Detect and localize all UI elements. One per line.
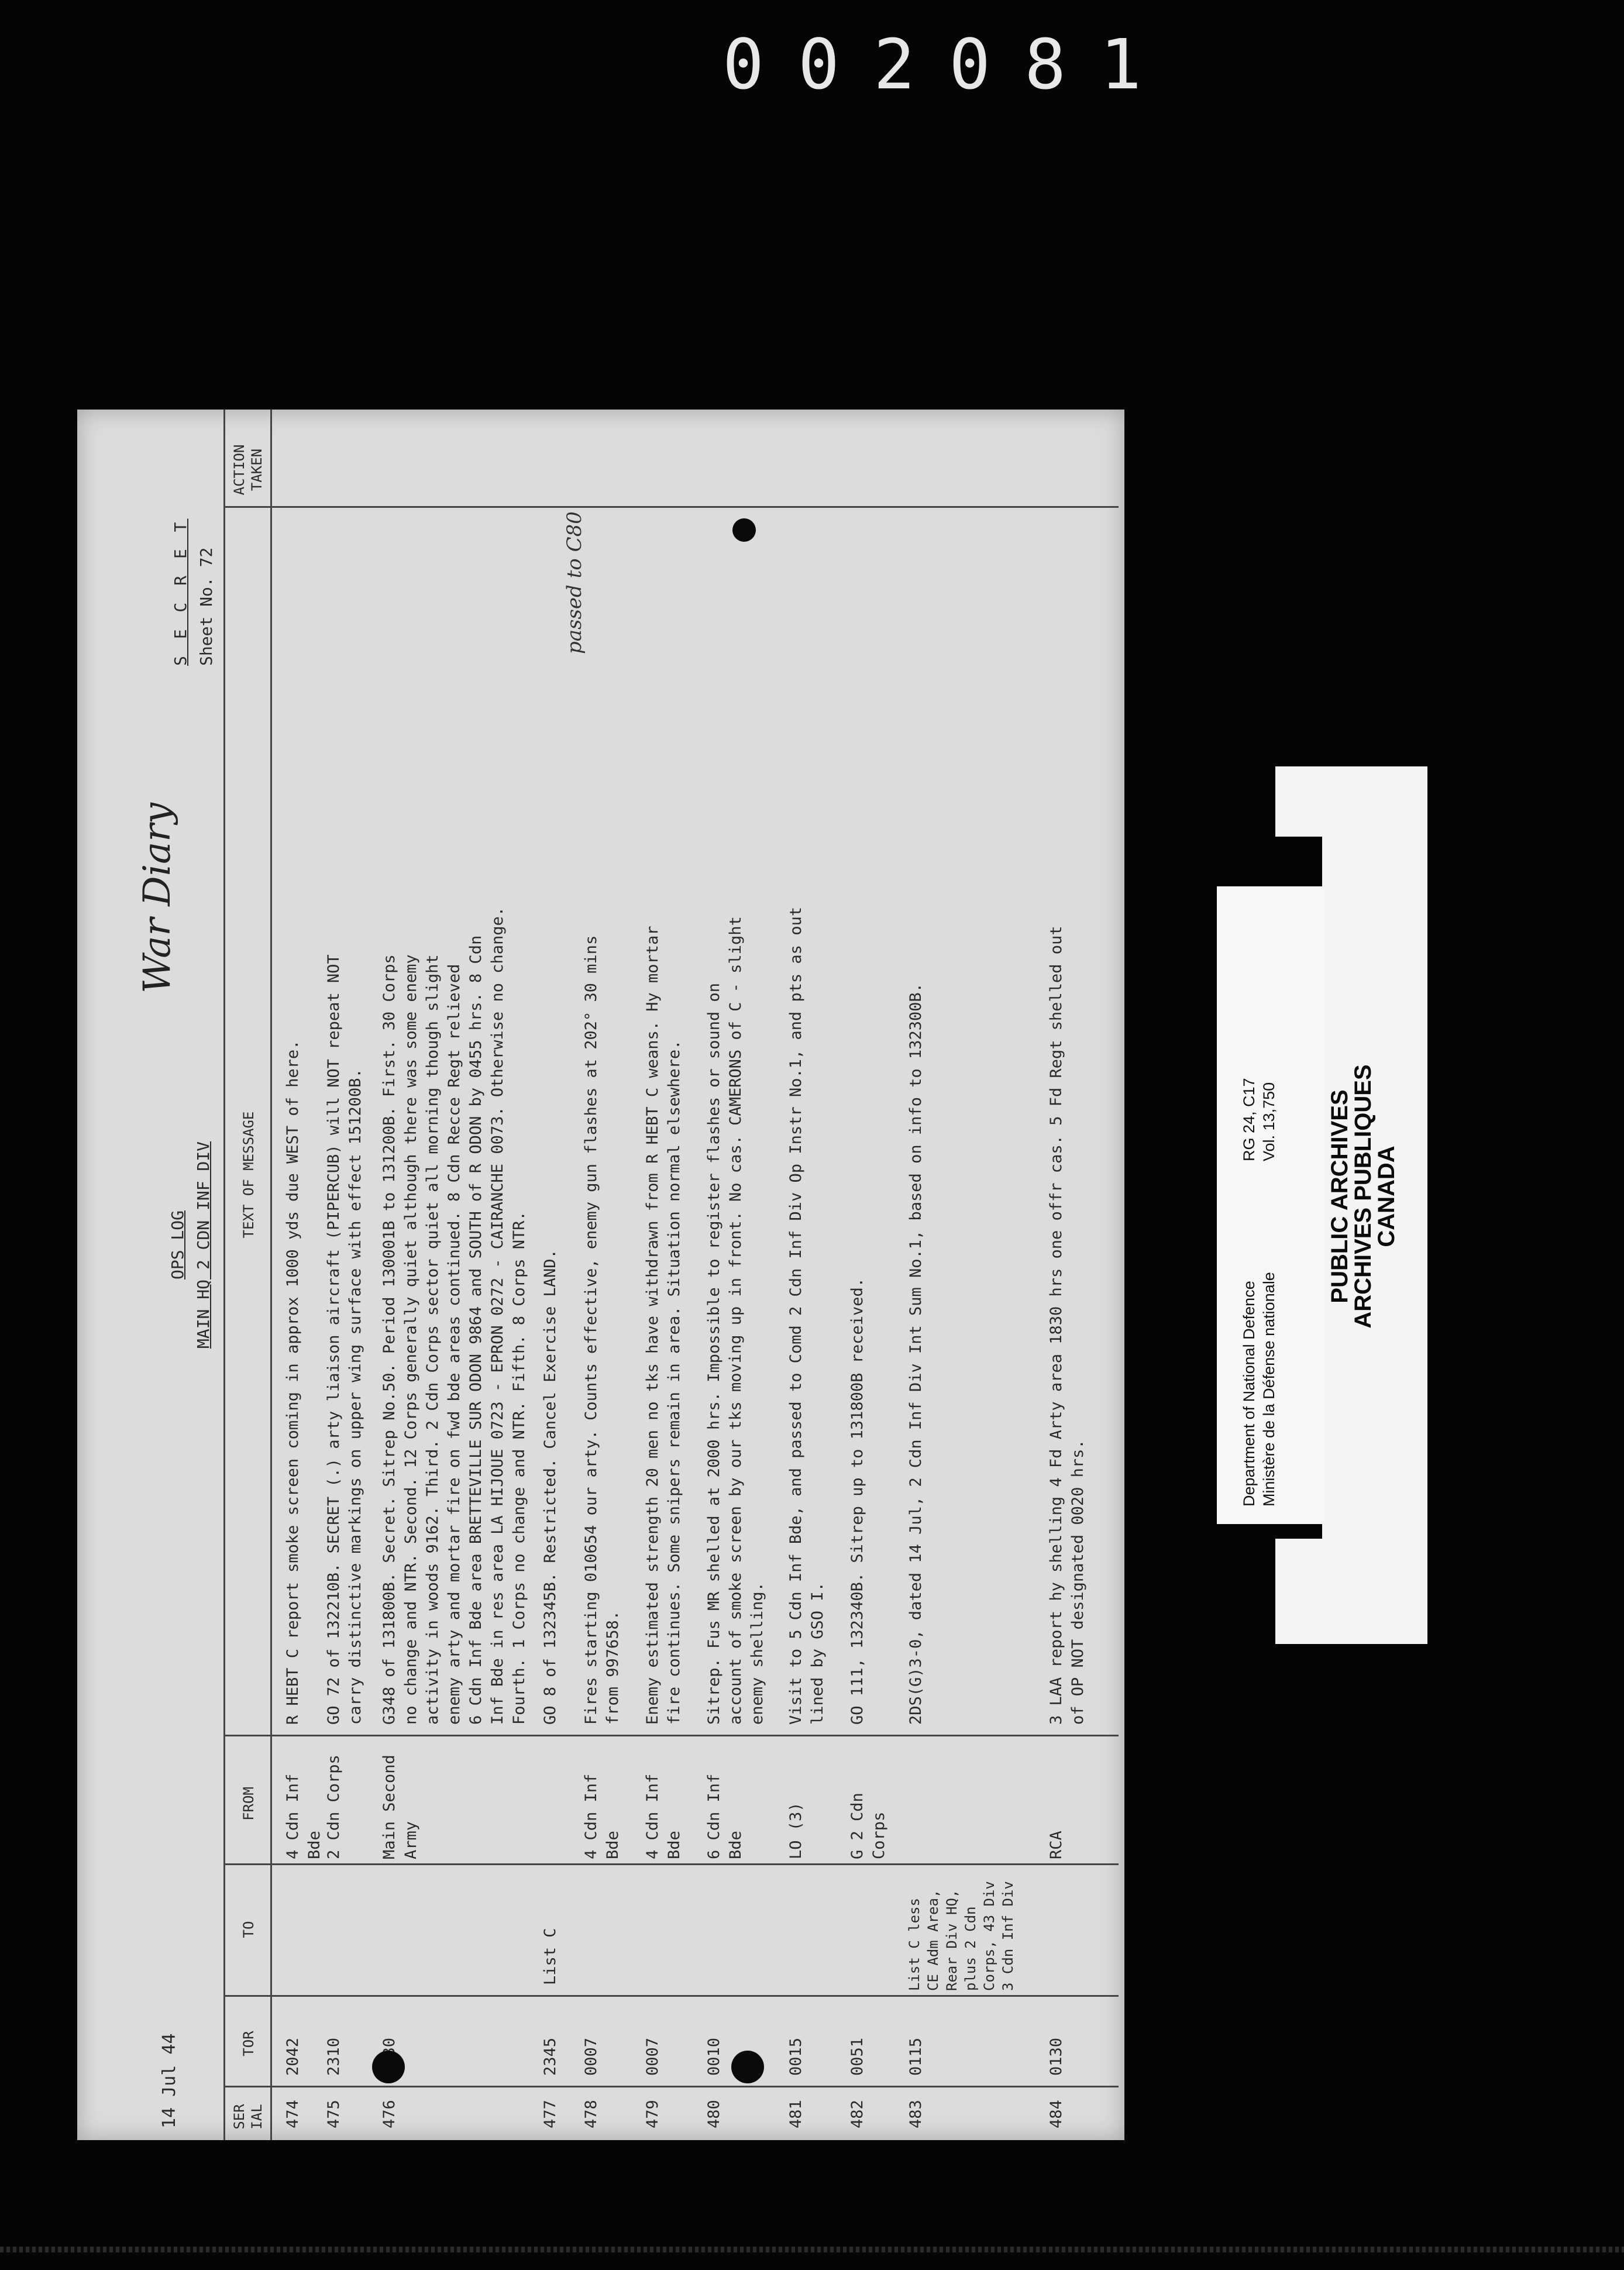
entry-text: Sitrep. Fus MR shelled at 2000 hrs. Impossible to register flashes or sound on account of smoke screen by our tks moving up in front. No cas. CAMERONS of C - slight enemy shelling. (705, 916, 766, 1725)
col-rule-2 (223, 1995, 1119, 1997)
archive-name-en: PUBLIC ARCHIVES (1327, 1089, 1353, 1303)
entry-text: GO 72 of 132210B. SECRET (.) arty liaison aircraft (PIPERCUB) will NOT repeat NOT carry distinctive markings on upper wing surface with effect 151200B. (325, 954, 364, 1725)
entry-from: 4 Cdn Inf Bde (644, 1773, 683, 1859)
col-rule-4 (223, 1735, 1119, 1736)
entry-serial: 484 (1047, 2100, 1065, 2128)
entry-from: 4 Cdn Inf Bde (284, 1773, 324, 1859)
col-rule-1 (223, 2086, 1119, 2087)
entry-text: 2DS(G)3-0, dated 14 Jul, 2 Cdn Inf Div Int Sum No.1, based on info to 132300B. (907, 983, 925, 1725)
entry-text: Fires starting 010654 our arty. Counts effective, enemy gun flashes at 202° 30 mins from 997658. (582, 935, 622, 1725)
entry-tor: 0051 (848, 2037, 866, 2076)
record-group: RG 24, C17 (1240, 1078, 1258, 1161)
entry-from: RCA (1047, 1831, 1065, 1859)
entry-serial: 477 (541, 2100, 559, 2128)
entry-serial: 474 (284, 2100, 302, 2128)
entry-from: 2 Cdn Corps (325, 1755, 343, 1859)
film-edge-strip (0, 2247, 1624, 2252)
entry-tor: 2042 (284, 2037, 302, 2076)
entry-tor: 0130 (1047, 2037, 1065, 2076)
ops-log-sheet (77, 410, 1124, 2140)
entry-serial: 476 (380, 2100, 398, 2128)
entry-from: 6 Cdn Inf Bde (705, 1773, 745, 1859)
ops-log-content (77, 410, 1124, 2140)
log-title-line-1: OPS LOG (168, 1210, 187, 1280)
archive-name-fr: ARCHIVES PUBLIQUES (1350, 1064, 1376, 1329)
archive-reference (1239, 986, 1279, 1161)
volume-number: Vol. 13,750 (1260, 1082, 1278, 1161)
margin-pencil-note: passed to C80 (563, 511, 586, 654)
entry-from: 4 Cdn Inf Bde (582, 1773, 622, 1859)
entry-tor: 0007 (582, 2037, 600, 2076)
entry-serial: 479 (644, 2100, 662, 2128)
entry-serial: 483 (907, 2100, 925, 2128)
entry-tor: 2345 (541, 2037, 559, 2076)
punch-hole-right (731, 2051, 764, 2083)
classification-block (168, 519, 219, 666)
entry-from: LO (3) (787, 1802, 805, 1859)
entry-from: G 2 Cdn Corps (848, 1793, 888, 1859)
entry-tor: 0007 (644, 2037, 662, 2076)
entry-to: List C less CE Adm Area, Rear Div HQ, plus 2 Cdn Corps, 43 Div 3 Cdn Inf Div (906, 1881, 1016, 1991)
entry-tor: 0015 (787, 2037, 805, 2076)
archive-institution (1328, 1062, 1398, 1331)
punch-hole-left (372, 2051, 405, 2083)
archive-department (1239, 1155, 1279, 1507)
entry-text: Enemy estimated strength 20 men no tks have withdrawn from R HEBT C weans. Hy mortar fire continues. Some snipers remain in area. Situation normal elsewhere. (644, 926, 683, 1725)
entry-serial: 481 (787, 2100, 805, 2128)
log-title (165, 1040, 216, 1450)
handwritten-war-diary-note: War Diary (136, 803, 179, 993)
archive-label-text-block (1217, 886, 1427, 1524)
entry-text: Visit to 5 Cdn Inf Bde, and passed to Comd 2 Cdn Inf Div Op Instr No.1, and pts as out lined by GSO I. (787, 907, 827, 1725)
entry-to: List C (541, 1928, 559, 1985)
col-header-from: FROM (240, 1787, 257, 1821)
entry-text: G348 of 131800B. Secret. Sitrep No.50. Period 130001B to 131200B. First. 30 Corps no change and NTR. Second. 12 Corps generally quiet although there was some enemy activity in woods 9162. Third. 2 Cdn Corps sector quiet all morning though slight enemy arty and mortar fire on fwd bde areas continued. 8 Cdn Recce Regt relieved 6 Cdn Inf Bde area BRETTEVILLE SUR ODON 9864 and SOUTH of R ODON by 0455 hrs. 8 Cdn Inf Bde in res area LA HIJOUE 0723 - EPRON 0272 - CAIRANCHE 0073. Otherwise no change. Fourth. 1 Corps no change and NTR. Fifth. 8 Corps NTR. (380, 907, 528, 1725)
header-bottom-rule (270, 410, 272, 2140)
entry-serial: 475 (325, 2100, 343, 2128)
archive-country: CANADA (1374, 1146, 1399, 1247)
punch-hole-top (732, 518, 756, 542)
sheet-number: Sheet No. 72 (197, 547, 216, 666)
department-name-en: Department of National Defence (1240, 1281, 1258, 1507)
col-header-text: TEXT OF MESSAGE (240, 1111, 257, 1239)
entry-tor: 0115 (907, 2037, 925, 2076)
entry-tor: 0010 (705, 2037, 723, 2076)
col-header-serial: SER IAL (231, 2104, 265, 2130)
entry-serial: 480 (705, 2100, 723, 2128)
entry-from: Main Second Army (380, 1755, 420, 1859)
department-name-fr: Ministère de la Défense nationale (1260, 1272, 1278, 1507)
entry-serial: 478 (582, 2100, 600, 2128)
entry-text: R HEBT C report smoke screen coming in approx 1000 yds due WEST of here. (284, 1040, 302, 1725)
entry-tor: 2310 (325, 2037, 343, 2076)
log-date: 14 Jul 44 (159, 2033, 180, 2128)
entry-text: 3 LAA report hy shelling 4 Fd Arty area 1830 hrs one offr cas. 5 Fd Regt shelled out of OP NOT designated 0020 hrs. (1047, 926, 1087, 1725)
entry-text: GO 111, 132340B. Sitrep up to 131800B received. (848, 1277, 866, 1725)
entry-text: GO 8 of 132345B. Restricted. Cancel Exercise LAND. (541, 1249, 559, 1725)
archive-label (1217, 766, 1427, 1644)
col-header-to: TO (240, 1921, 257, 1938)
col-header-tor: TOR (240, 2031, 257, 2056)
header-top-rule (223, 410, 225, 2140)
col-header-action: ACTION TAKEN (231, 444, 265, 496)
log-title-line-2: MAIN HQ 2 CDN INF DIV (194, 1141, 213, 1349)
microfilm-frame-number: 002081 (722, 24, 1176, 105)
classification-stamp: S E C R E T (171, 518, 190, 666)
col-rule-5 (223, 506, 1119, 508)
entry-serial: 482 (848, 2100, 866, 2128)
